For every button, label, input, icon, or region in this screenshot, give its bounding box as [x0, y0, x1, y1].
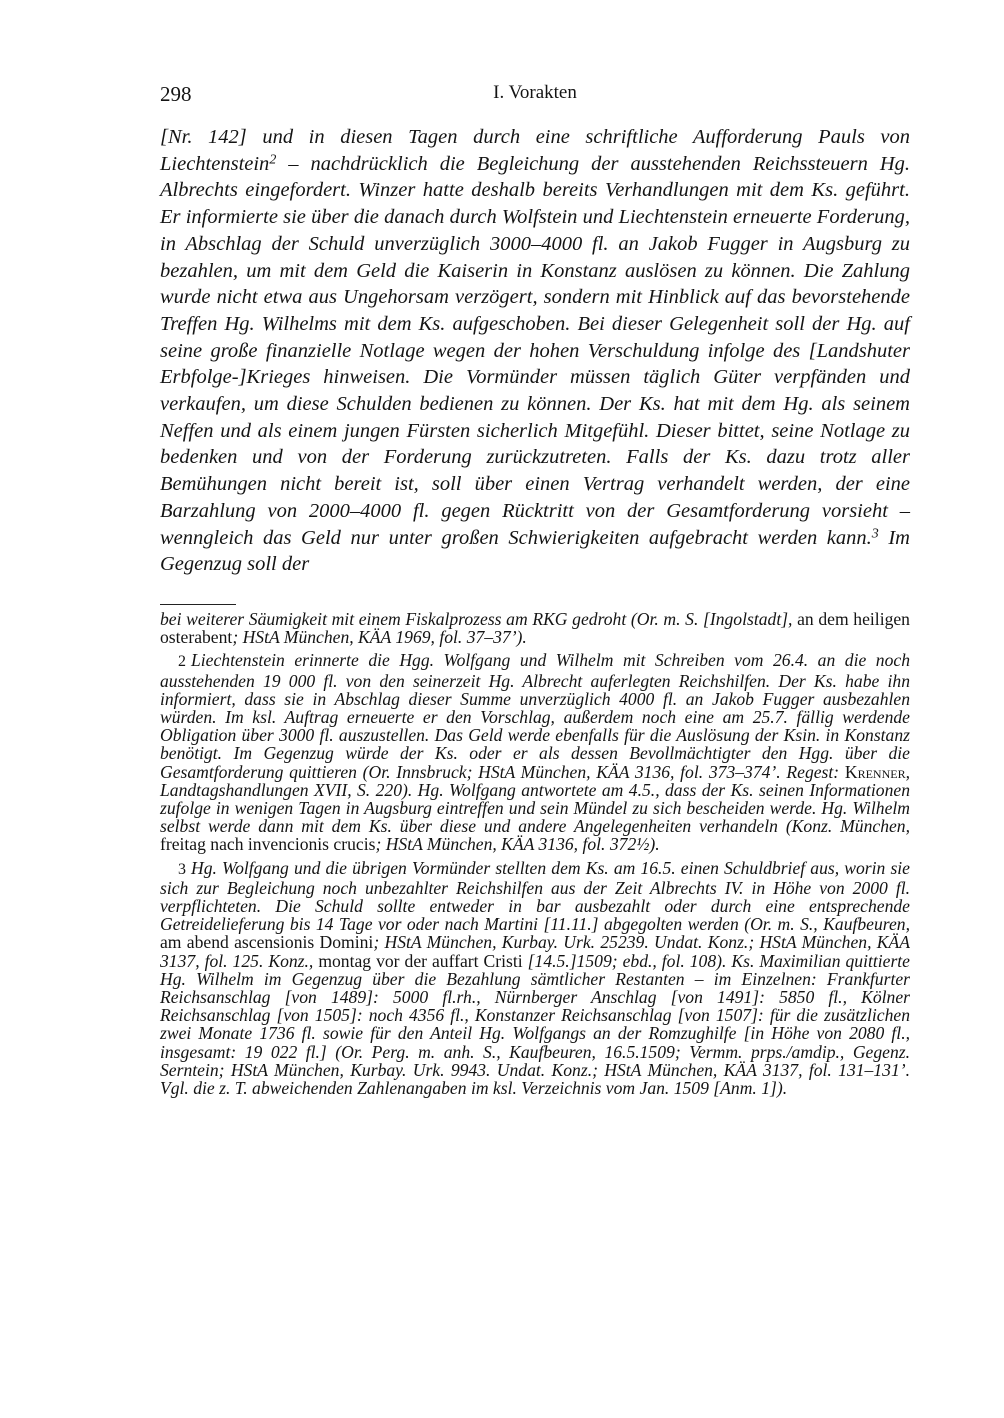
footnote-3-quote-2: montag vor der auffart Cristi [318, 950, 523, 971]
running-title: I. Vorakten [493, 82, 577, 103]
footnote-3-text-c: ; HStA München, Kurbay. Urk. 25239. Undat. Konz.; HStA München, KÄA 3137, fol. 125. Konz., [160, 932, 910, 971]
footnote-2-author: Krenner [844, 761, 906, 782]
footnote-ref-2: 2 [269, 152, 277, 168]
footnote-cont-text-a: bei weiterer Säumigkeit mit einem Fiskalprozess am RKG gedroht (Or. m. S. [Ingolstadt], [160, 609, 798, 629]
footnote-2 [160, 651, 910, 853]
footnote-2-quote: freitag nach invencionis crucis [160, 834, 376, 855]
main-text-part-3: Im Gegenzug soll der [160, 526, 910, 576]
footnote-continuation [160, 610, 910, 646]
footnote-3-text-e: [14.5.]1509; ebd., fol. 108). Ks. Maximilian quittierte Hg. Wilhelm im Gegenzug über die Bezahlung sämtlicher Restanten – im Einzelnen: Frankfurter Reichsanschlag [von 1489]: 5000 fl.rh., Nürnberger Anschlag [von 1491]: 5850 fl., Kölner Reichsanschlag [von 1505]: noch 4356 fl., Konstanzer Reichsanschlag [von 1507]: für die zusätzlichen zwei Monate 1736 fl. sowie für den Anteil Hg. Wolfgangs an der Romzughilfe [in Höhe von 2080 fl., insgesamt: 19 022 fl.] (Or. Perg. m. anh. S., Kaufbeuren, 16.5.1509; Vermm. prps./amdip., Gegenz. Serntein; HStA München, Kurbay. Urk. 9943. Undat. Konz.; HStA München, KÄA 3137, fol. 131–131’. Vgl. die z. T. abweichenden Zahlenangaben im ksl. Verzeichnis vom Jan. 1509 [Anm. 1]). [160, 950, 910, 1099]
footnote-cont-text-c: ; HStA München, KÄA 1969, fol. 37–37’). [232, 627, 527, 648]
footnote-3-number: 3 [178, 860, 186, 878]
footnote-3 [160, 859, 910, 1098]
main-text [160, 124, 910, 578]
footnote-2-text-b: , Landtagshandlungen XVII, S. 220). Hg. Wolfgang antwortete am 4.5., dass der Ks. seinen Informationen zufolge in wenigen Tagen in Augsburg eintreffen und sein Mündel zu sich bescheiden werde. Hg. Wilhelm selbst werde dann mit dem Ks. über diese und andere Angelegenheiten verhandeln (Konz. München, [160, 761, 910, 837]
footnote-separator [160, 604, 236, 605]
footnote-2-text-a: Liechtenstein erinnerte die Hgg. Wolfgang und Wilhelm mit Schreiben vom 26.4. an die noch ausstehenden 19 000 fl. von den seinerzeit Hg. Albrecht auferlegten Reichshilfen. Der Ks. habe ihn informiert, dass sie in Abschlag dieser Summe unverzüglich 4000 fl. an Jakob Fugger ausbezahlen würden. Im ksl. Auftrag erneuerte er den Vorschlag, außerdem noch eine am 25.7. fällig werdende Obligation über 3000 fl. auszustellen. Das Geld werde ebenfalls für die Auslösung der Ksin. in Konstanz benötigt. Im Gegenzug würde der Ks. oder er als dessen Bevollmächtigter den Hgg. über die Gesamtforderung quittieren (Or. Innsbruck; HStA München, KÄA 3136, fol. 373–374’. Regest: [160, 650, 910, 782]
footnote-2-number: 2 [178, 653, 186, 671]
footnote-3-text-a: Hg. Wolfgang und die übrigen Vormünder stellten dem Ks. am 16.5. einen Schuldbrief aus, worin sie sich zur Begleichung noch unbezahlter Reichshilfen aus der Zeit Albrechts IV. in Höhe von 2000 fl. verpflichteten. Die Schuld sollte entweder in bar ausbezahlt oder durch eine entsprechende Getreidelieferung bis 14 Tage vor oder nach Martini [11.11.] abgegolten werden (Or. m. S., Kaufbeuren, [160, 857, 910, 935]
footnote-2-text-d: ; HStA München, KÄA 3136, fol. 372½). [375, 834, 660, 855]
page-number: 298 [160, 82, 192, 106]
footnotes [160, 610, 910, 1102]
footnote-cont-quote: an dem heiligen osterabent [160, 609, 910, 648]
footnote-3-quote-1: am abend ascensionis Domini [160, 932, 374, 953]
footnote-ref-3: 3 [871, 526, 879, 542]
main-text-part-2: – nachdrücklich die Begleichung der ausstehenden Reichssteuern Hg. Albrechts eingefordert. Winzer hatte deshalb bereits Verhandlungen mit dem Ks. geführt. Er informierte sie über die danach durch Wolfstein und Liechtenstein erneuerte Forderung, in Abschlag der Schuld unverzüglich 3000–4000 fl. an Jakob Fugger in Augsburg zu bezahlen, um mit dem Geld die Kaiserin in Konstanz auslösen zu können. Die Zahlung wurde nicht etwa aus Ungehorsam verzögert, sondern mit Hinblick auf das bevorstehende Treffen Hg. Wilhelms mit dem Ks. aufgeschoben. Bei dieser Gelegenheit soll der Hg. auf seine große finanzielle Notlage wegen der hohen Verschuldung infolge des [Landshuter Erbfolge-]Krieges hinweisen. Die Vormünder müssen täglich Güter verpfänden und verkaufen, um diese Schulden bedienen zu können. Der Ks. hat mit dem Hg. als seinem Neffen und als einem jungen Fürsten sicherlich Mitgefühl. Dieser bittet, seine Notlage zu bedenken und von der Forderung zurückzutreten. Falls der Ks. dazu trotz aller Bemühungen nicht bereit ist, soll über einen Vertrag verhandelt werden, der eine Barzahlung von 2000–4000 fl. gegen Rücktritt von der Gesamtforderung vorsieht – wenngleich das Geld nur unter großen Schwierigkeiten aufgebracht werden kann. [160, 152, 910, 549]
main-text-part-1: [Nr. 142] und in diesen Tagen durch eine schriftliche Aufforderung Pauls von Liechtenstein [160, 126, 910, 175]
